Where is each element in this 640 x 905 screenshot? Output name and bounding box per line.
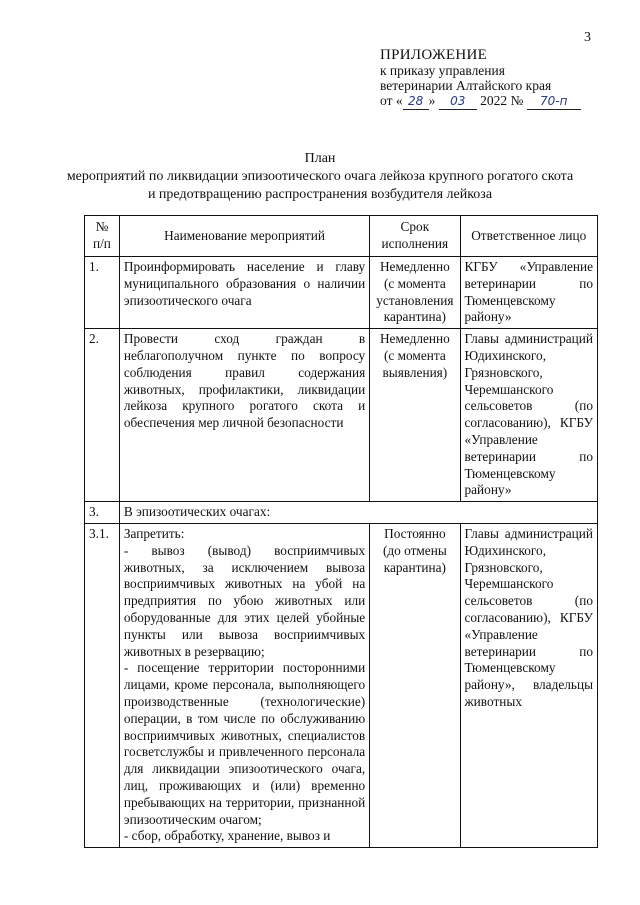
page-number: 3 — [584, 30, 591, 45]
row-responsible: Главы администраций Юдихинского, Грязновского, Черемшанского сельсоветов (по согласованию), КГБУ «Управление ветеринарии по Тюменцевскому району», владельцы животных — [460, 523, 598, 847]
row-responsible: КГБУ «Управление ветеринарии по Тюменцевскому району» — [460, 257, 598, 329]
header-responsible: Ответственное лицо — [460, 216, 598, 257]
row-num: 1. — [85, 257, 120, 329]
table-row — [85, 523, 598, 847]
date-prefix: от « — [380, 93, 403, 108]
date-mid: » — [428, 93, 436, 108]
appendix-line-2: ветеринарии Алтайского края — [380, 78, 552, 93]
handwritten-month: 03 — [439, 94, 477, 110]
action-item: - вывоз (вывод) восприимчивых животных, за исключением вывоза восприимчивых животных на убой на предприятия по убою животных или оборудованные для этих целей убойные пункты или вывоза восприимчивых животных в резервацию; — [123, 542, 366, 659]
action-item: - сбор, обработку, хранение, вывоз и — [123, 828, 331, 844]
row-action — [119, 523, 369, 847]
plan-title-line-1: План — [304, 151, 336, 166]
table-header-row — [85, 216, 598, 257]
row-action: Проинформировать население и главу муниципального образования о наличии эпизоотического очага — [119, 257, 369, 329]
handwritten-day: 28 — [403, 94, 429, 110]
appendix-line-1: к приказу управления — [380, 63, 505, 78]
row-responsible: Главы администраций Юдихинского, Грязновского, Черемшанского сельсоветов (по согласованию), КГБУ «Управление ветеринарии по Тюменцевскому району» — [460, 329, 598, 502]
table-row — [85, 502, 598, 524]
header-action: Наименование мероприятий — [119, 216, 369, 257]
row-term: Немедленно (с момента выявления) — [370, 329, 460, 502]
row-term: Постоянно (до отмены карантина) — [370, 523, 460, 847]
action-item: - посещение территории посторонними лицами, кроме персонала, выполняющего производственные (технологические) операции, в том числе по обслуживанию восприимчивых животных, специалистов госветслужбы и привлеченного персонала для ликвидации эпизоотического очага, лиц, проживающих и (или) временно пребывающих на территории, признанной эпизоотическим очагом; — [123, 660, 366, 827]
row-action: Провести сход граждан в неблагополучном пункте по вопросу соблюдения правил содержания животных, профилактики, ликвидации лейкоза крупного рогатого скота и обеспечения мер личной безопасности — [119, 329, 369, 502]
table-row — [85, 257, 598, 329]
date-year: 2022 № — [480, 93, 524, 108]
row-num: 2. — [85, 329, 120, 502]
plan-title-line-3: и предотвращению распространения возбудителя лейкоза — [147, 187, 493, 202]
appendix-block — [380, 48, 581, 110]
action-intro: Запретить: — [123, 525, 185, 541]
plan-table — [84, 215, 598, 848]
header-term: Срок исполнения — [370, 216, 460, 257]
row-num: 3.1. — [85, 523, 120, 847]
row-action-section: В эпизоотических очагах: — [119, 502, 597, 524]
appendix-heading: ПРИЛОЖЕНИЕ — [380, 47, 488, 63]
row-term: Немедленно (с момента установления карантина) — [370, 257, 460, 329]
handwritten-number: 70-п — [527, 94, 581, 110]
appendix-date-line — [380, 93, 581, 110]
header-num: № п/п — [85, 216, 120, 257]
plan-title-line-2: мероприятий по ликвидации эпизоотического очага лейкоза крупного рогатого скота — [66, 169, 574, 184]
plan-title — [0, 150, 640, 204]
table-row — [85, 329, 598, 502]
row-num: 3. — [85, 502, 120, 524]
